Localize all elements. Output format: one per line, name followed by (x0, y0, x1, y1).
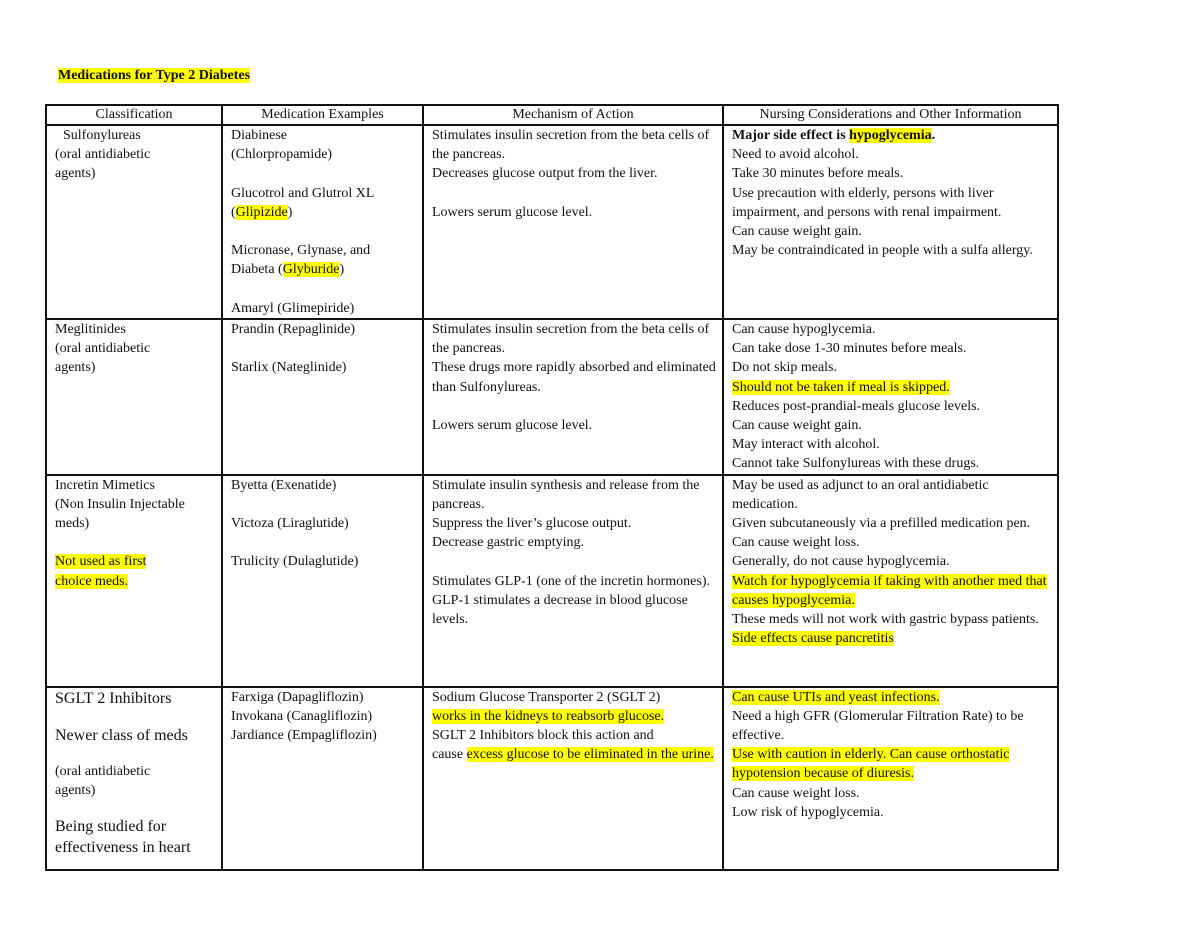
classification-note: (oral antidiabetic (55, 763, 151, 779)
cell-medications (222, 475, 423, 687)
highlighted-text: Should not be taken if meal is skipped. (732, 379, 950, 395)
cell-mechanism (423, 319, 723, 475)
classification-note: agents) (55, 166, 96, 182)
cell-nursing (723, 319, 1058, 475)
nursing-line: Need a high GFR (Glomerular Filtration Rate) to be effective. (732, 708, 1024, 744)
nursing-line: Given subcutaneously via a prefilled medication pen. (732, 516, 1031, 532)
nursing-line: Can cause weight gain. (732, 224, 862, 240)
cell-classification (46, 687, 222, 870)
nursing-line: Use precaution with elderly, persons with liver impairment, and persons with renal impairment. (732, 185, 1002, 220)
highlighted-text: Not used as first (55, 554, 147, 570)
cell-medications (222, 319, 423, 475)
mechanism-line: cause excess glucose to be eliminated in the urine. (432, 747, 714, 763)
nursing-line: Reduces post-prandial-meals glucose levels. (732, 398, 981, 414)
cell-classification (46, 319, 222, 475)
nursing-line-highlighted (732, 745, 1052, 783)
classification-note: (Non Insulin Injectable (55, 496, 185, 512)
cell-mechanism (423, 687, 723, 870)
mechanism-line: These drugs more rapidly absorbed and eliminated than Sulfonylureas. (432, 360, 716, 395)
mechanism-line: Decrease gastric emptying. (432, 535, 584, 551)
cell-nursing (723, 475, 1058, 687)
medication-name: Invokana (Canagliflozin) (231, 708, 373, 724)
header-mechanism-of-action: Mechanism of Action (423, 105, 723, 125)
nursing-line-major-side-effect: Major side effect is hypoglycemia. (732, 128, 936, 143)
nursing-line: These meds will not work with gastric bypass patients. (732, 612, 1039, 628)
highlighted-text: Watch for hypoglycemia if taking with another med that causes hypoglycemia. (732, 573, 1047, 608)
classification-note: Being studied for (55, 818, 167, 836)
nursing-line: Can cause hypoglycemia. (732, 321, 876, 337)
classification-warning (55, 572, 216, 591)
medication-name: Micronase, Glynase, and (231, 243, 371, 259)
table-row-meglitinides (46, 319, 1058, 475)
header-medication-examples: Medication Examples (222, 105, 423, 125)
document-title-text: Medications for Type 2 Diabetes (58, 68, 251, 83)
medications-table (45, 104, 1059, 871)
nursing-line: Can cause weight gain. (732, 418, 862, 433)
highlighted-text: Side effects cause pancretitis (732, 631, 894, 647)
medication-generic: Diabeta (Glyburide) (231, 262, 345, 278)
nursing-line: Cannot take Sulfonylureas with these drugs. (732, 456, 980, 472)
mechanism-line: Stimulate insulin synthesis and release from the pancreas. (432, 477, 700, 512)
table-row-incretin-mimetics (46, 475, 1058, 687)
mechanism-line: Decreases glucose output from the liver. (432, 166, 658, 182)
cell-medications (222, 687, 423, 870)
nursing-line: Low risk of hypoglycemia. (732, 804, 884, 820)
mechanism-line: Stimulates GLP-1 (one of the incretin hormones). GLP-1 stimulates a decrease in blood glucose levels. (432, 573, 710, 628)
cell-mechanism (423, 475, 723, 687)
classification-note: agents) (55, 360, 96, 376)
header-nursing-considerations: Nursing Considerations and Other Information (723, 105, 1058, 125)
medication-name: Farxiga (Dapagliflozin) (231, 689, 364, 705)
classification-note: effectiveness in heart (55, 839, 191, 857)
highlighted-text: excess glucose to be eliminated in the urine. (466, 747, 714, 763)
medication-name: Starlix (Nateglinide) (231, 360, 347, 376)
medication-generic: (Chlorpropamide) (231, 147, 333, 163)
nursing-line: Need to avoid alcohol. (732, 147, 859, 163)
document-title (58, 66, 250, 85)
classification-note: meds) (55, 516, 90, 532)
classification-note: (oral antidiabetic (55, 341, 151, 357)
cell-mechanism (423, 125, 723, 319)
medication-name: Prandin (Repaglinide) (231, 321, 356, 337)
medication-name: Jardiance (Empagliflozin) (231, 728, 377, 744)
highlighted-text: choice meds. (55, 573, 129, 589)
classification-note: agents) (55, 782, 96, 798)
medication-generic: (Glipizide) (231, 204, 293, 220)
table-row-sglt2-inhibitors (46, 687, 1058, 870)
classification-name: SGLT 2 Inhibitors (55, 689, 172, 707)
medication-name: Diabinese (231, 128, 287, 143)
mechanism-line: Sodium Glucose Transporter 2 (SGLT 2) (432, 689, 661, 705)
nursing-line: Can take dose 1-30 minutes before meals. (732, 341, 967, 357)
classification-name: Incretin Mimetics (55, 477, 155, 493)
classification-warning (55, 552, 216, 571)
mechanism-line: SGLT 2 Inhibitors block this action and (432, 728, 654, 744)
nursing-line: May interact with alcohol. (732, 437, 880, 453)
cell-medications (222, 125, 423, 319)
cell-nursing (723, 687, 1058, 870)
cell-classification (46, 125, 222, 319)
nursing-line: Can cause weight loss. (732, 535, 860, 551)
highlighted-text: Glipizide (235, 204, 288, 220)
nursing-line: Generally, do not cause hypoglycemia. (732, 554, 950, 570)
highlighted-text: Can cause UTIs and yeast infections. (732, 689, 940, 705)
mechanism-line: Suppress the liver’s glucose output. (432, 516, 632, 532)
nursing-line: May be contraindicated in people with a sulfa allergy. (732, 243, 1033, 259)
nursing-line: May be used as adjunct to an oral antidiabetic medication. (732, 477, 989, 512)
nursing-line-highlighted (732, 688, 1052, 707)
mechanism-line: Stimulates insulin secretion from the beta cells of the pancreas. (432, 128, 710, 163)
highlighted-text: works in the kidneys to reabsorb glucose. (432, 708, 665, 724)
classification-name: Sulfonylureas (63, 128, 141, 143)
medication-name: Amaryl (Glimepiride) (231, 300, 355, 316)
highlighted-text: hypoglycemia (849, 128, 932, 143)
highlighted-text: Glyburide (282, 262, 340, 278)
nursing-line: Can cause weight loss. (732, 785, 860, 801)
cell-classification (46, 475, 222, 687)
nursing-line-highlighted (732, 572, 1052, 610)
cell-nursing (723, 125, 1058, 319)
medication-name: Byetta (Exenatide) (231, 477, 337, 493)
classification-note: (oral antidiabetic (55, 147, 151, 163)
classification-name: Meglitinides (55, 321, 126, 337)
nursing-line-highlighted (732, 378, 1052, 397)
medication-name: Victoza (Liraglutide) (231, 516, 349, 531)
nursing-line: Do not skip meals. (732, 360, 837, 376)
mechanism-line: Lowers serum glucose level. (432, 204, 593, 220)
medication-name: Glucotrol and Glutrol XL (231, 185, 375, 201)
mechanism-line-highlighted (432, 707, 717, 726)
classification-note: Newer class of meds (55, 726, 188, 744)
table-header-row (46, 105, 1058, 125)
medication-name: Trulicity (Dulaglutide) (231, 554, 359, 570)
mechanism-line: Lowers serum glucose level. (432, 417, 593, 433)
header-classification: Classification (46, 105, 222, 125)
nursing-line-highlighted (732, 629, 1052, 648)
table-row-sulfonylureas (46, 125, 1058, 319)
highlighted-text: Use with caution in elderly. Can cause orthostatic hypotension because of diuresis. (732, 747, 1010, 782)
mechanism-line: Stimulates insulin secretion from the beta cells of the pancreas. (432, 321, 710, 357)
nursing-line: Take 30 minutes before meals. (732, 166, 904, 182)
